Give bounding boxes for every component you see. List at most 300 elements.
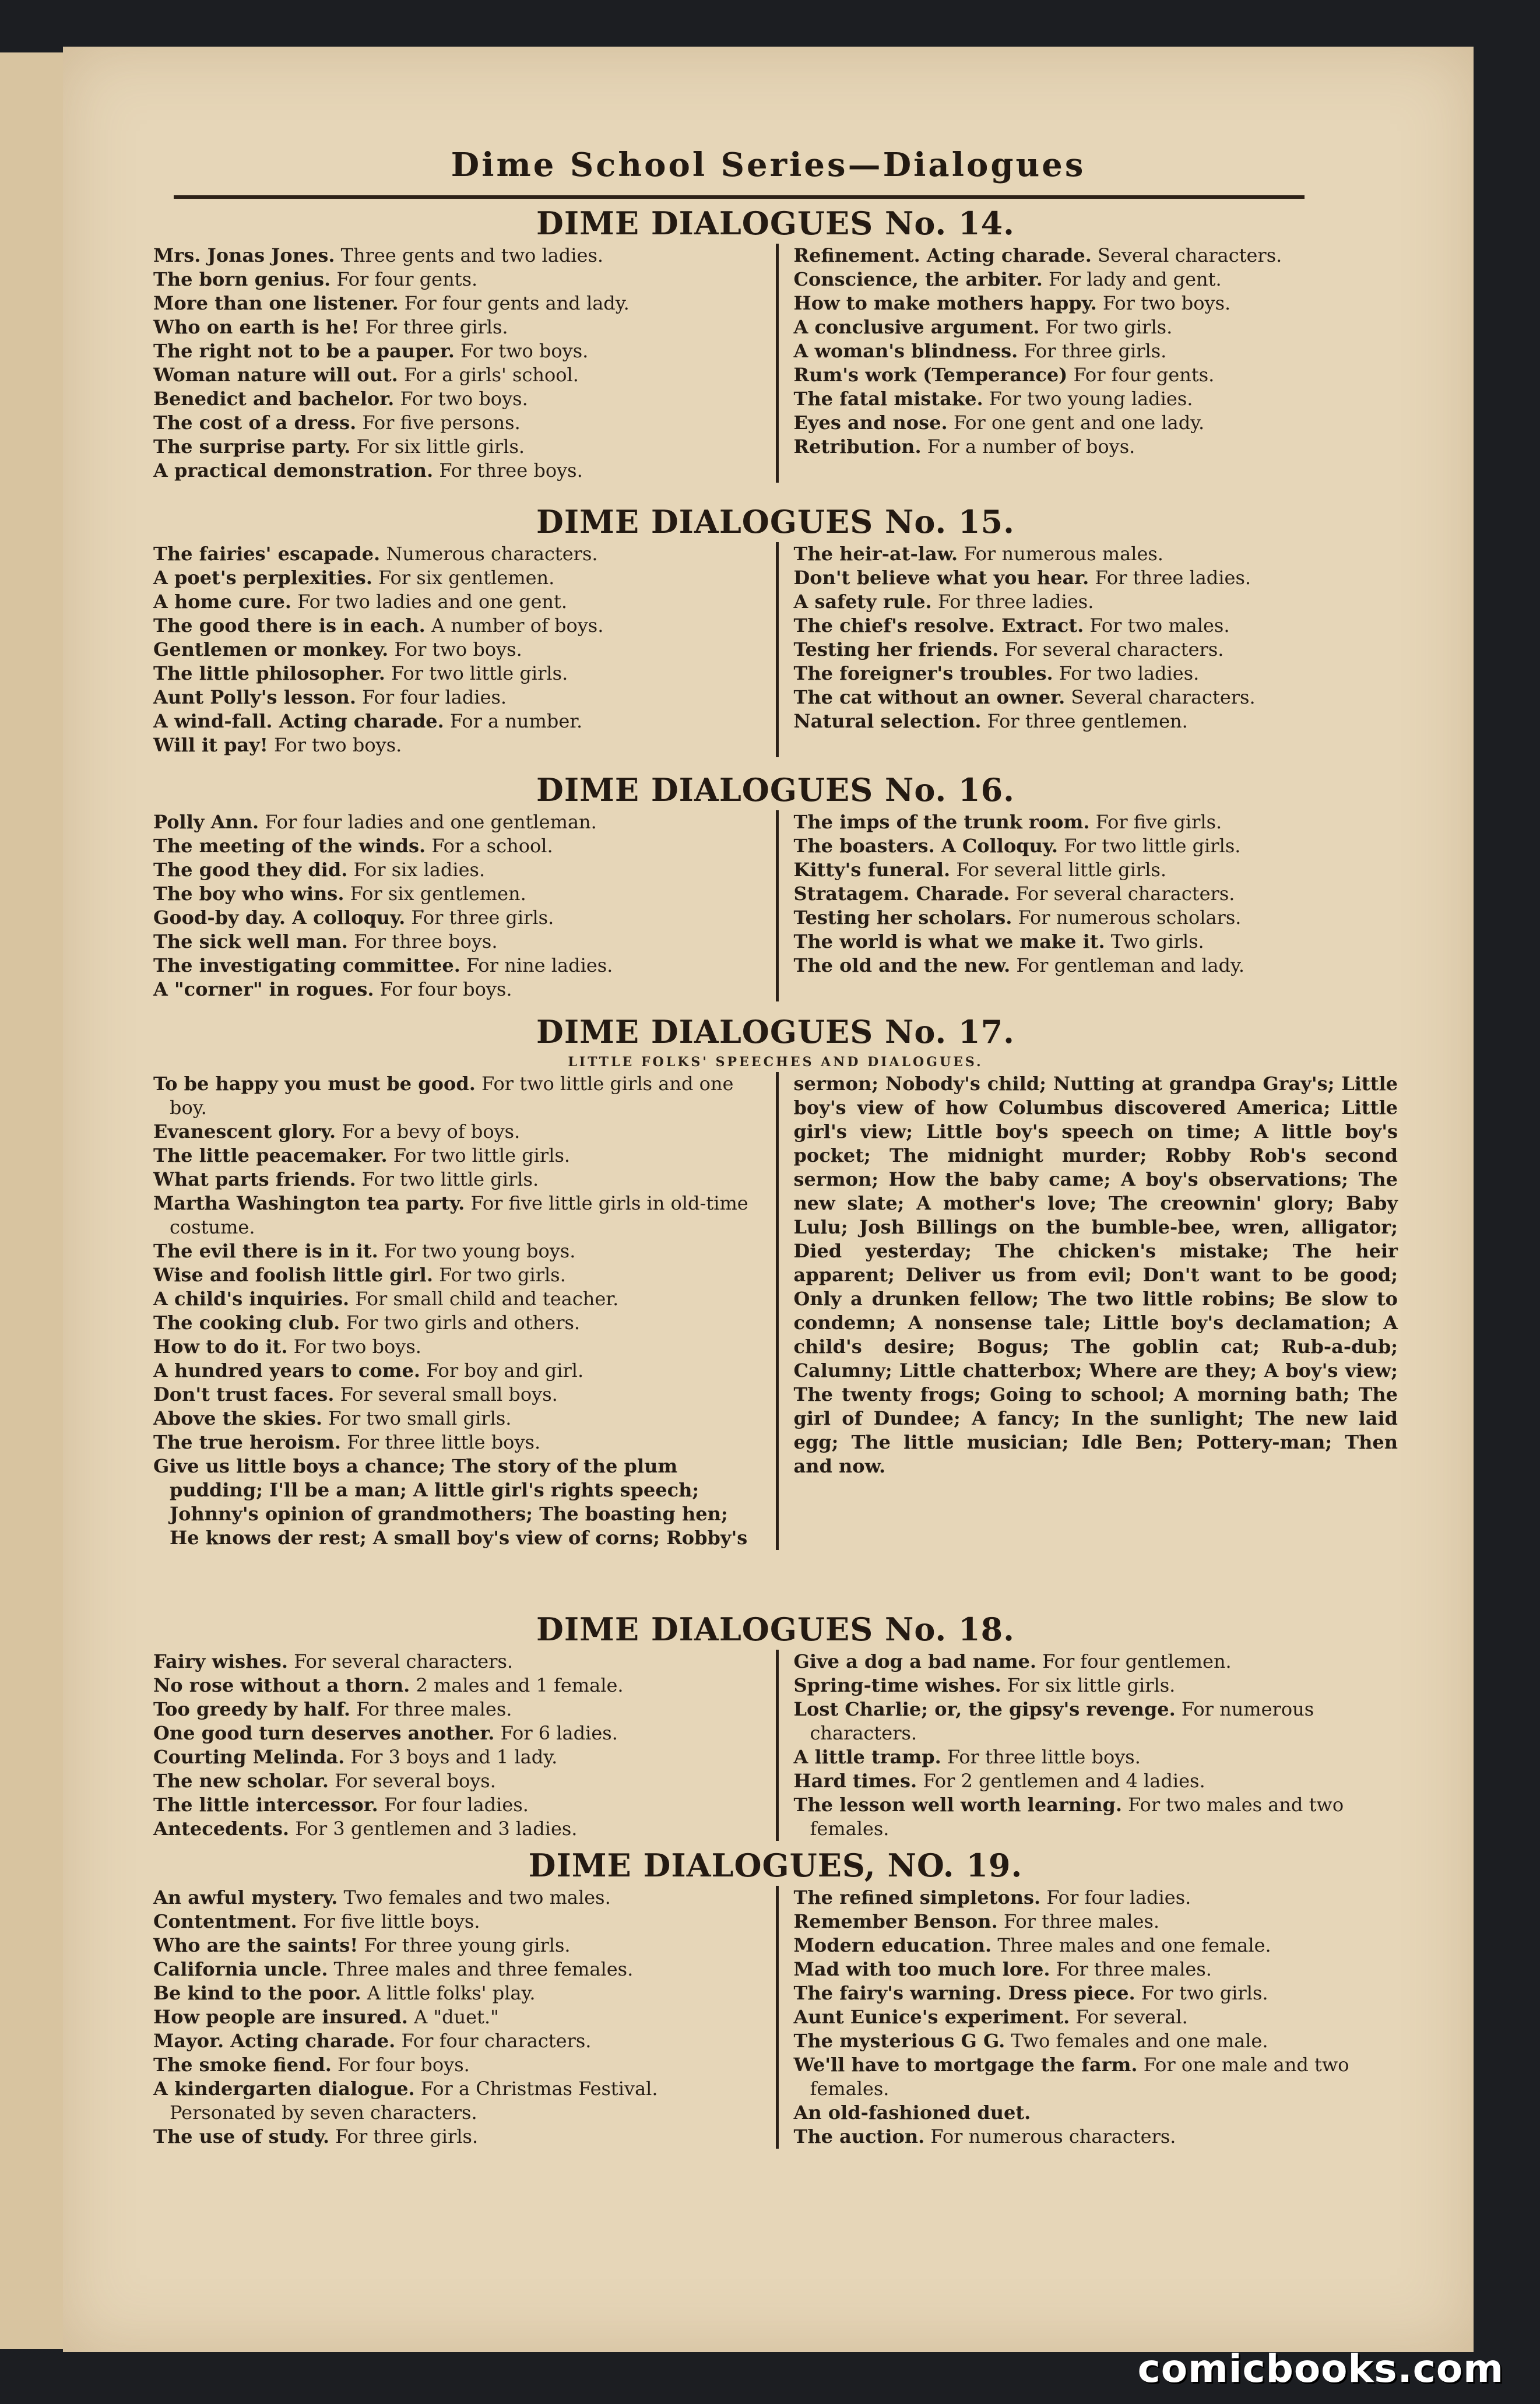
left-column: [153, 1886, 776, 2149]
dialogue-cast: For three boys.: [354, 930, 498, 953]
section-title: DIME DIALOGUES, NO. 19.: [528, 1847, 1023, 1884]
dialogue-title: Contentment.: [153, 1910, 297, 1932]
dialogue-entry: [153, 906, 763, 930]
dialogue-title: Evanescent glory.: [153, 1120, 336, 1143]
dialogue-title: Mayor. Acting charade.: [153, 2030, 396, 2052]
dialogue-entry: [153, 387, 763, 411]
dialogue-title: Will it pay!: [153, 734, 268, 756]
dialogue-entry: [794, 566, 1398, 590]
dialogue-title: Refinement. Acting charade.: [793, 244, 1092, 266]
header-rule: [174, 195, 1305, 199]
dialogue-cast: For five little boys.: [303, 1910, 480, 1932]
dialogue-entry: [153, 1454, 763, 1550]
dialogue-cast: For lady and gent.: [1049, 268, 1222, 290]
dialogue-title: Who are the saints!: [153, 1934, 358, 1956]
dialogue-entry: [153, 1721, 763, 1745]
dialogue-cast: For two girls.: [1141, 1982, 1268, 2004]
dialogue-cast: For four gents.: [336, 268, 478, 290]
dialogue-title: Testing her scholars.: [793, 906, 1012, 929]
dialogue-cast: For three ladies.: [937, 591, 1094, 613]
dialogue-entry: [794, 1957, 1398, 1981]
dialogue-cast: For six ladies.: [353, 859, 486, 881]
dialogue-title: How to do it.: [153, 1335, 288, 1358]
dialogue-title: The cat without an owner.: [793, 686, 1066, 708]
dialogue-cast: For three girls.: [1024, 340, 1167, 362]
right-column: [776, 810, 1398, 1001]
dialogue-title: The fairies' escapade.: [153, 543, 381, 565]
dialogue-title: Modern education.: [793, 1934, 992, 1956]
dialogue-title: The foreigner's troubles.: [793, 662, 1053, 684]
section-title: DIME DIALOGUES No. 18.: [536, 1611, 1015, 1648]
right-column: [776, 542, 1398, 757]
dialogue-title: Remember Benson.: [793, 1910, 998, 1932]
page-header: Dime School Series—Dialogues: [451, 146, 1086, 184]
dialogue-title: The heir-at-law.: [793, 543, 958, 565]
dialogue-cast: For six little girls.: [356, 435, 525, 458]
dialogue-cast: For five girls.: [1095, 811, 1222, 833]
dialogue-cast: For gentleman and lady.: [1016, 954, 1245, 976]
dialogue-title: The fatal mistake.: [793, 388, 983, 410]
dialogue-entry: [153, 1431, 763, 1454]
dialogue-title: One good turn deserves another.: [153, 1722, 495, 1744]
dialogue-entry: [153, 339, 763, 363]
dialogue-cast: For two boys.: [400, 388, 528, 410]
dialogue-entry: [153, 2053, 763, 2077]
dialogue-cast: For five little girls in old-time costume.: [170, 1192, 748, 1238]
dialogue-title: The mysterious G G.: [793, 2030, 1005, 2052]
dialogue-entry: [153, 1192, 763, 1239]
dialogue-title: The evil there is in it.: [153, 1240, 378, 1262]
dialogue-entry: [153, 882, 763, 906]
dialogue-title: Good-by day. A colloquy.: [153, 906, 406, 929]
dialogue-entry: [794, 1674, 1398, 1697]
dialogue-cast: For nine ladies.: [466, 954, 613, 976]
right-column: [776, 1650, 1398, 1841]
dialogue-entry: [794, 1769, 1398, 1793]
dialogue-title: The cost of a dress.: [153, 412, 357, 434]
dialogue-title: Fairy wishes.: [153, 1650, 288, 1672]
dialogue-entry: [153, 1674, 763, 1697]
dialogue-cast: For two boys.: [460, 340, 589, 362]
dialogue-title: Benedict and bachelor.: [153, 388, 395, 410]
dialogue-title: An awful mystery.: [153, 1886, 338, 1909]
dialogue-entry: [794, 1745, 1398, 1769]
dialogue-title: Gentlemen or monkey.: [153, 638, 389, 660]
dialogue-title: More than one listener.: [153, 292, 399, 314]
dialogue-title: The boasters. A Colloquy.: [793, 835, 1058, 857]
dialogue-title: Wise and foolish little girl.: [153, 1264, 433, 1286]
dialogue-entry: [794, 858, 1398, 882]
speech-list-paragraph: sermon; Nobody's child; Nutting at grandpa Gray's; Little boy's view of how Columbus discovered America; Little girl's view; Little boy's speech on time; A little boy's pocket; The midnight murder; Robby Rob's second sermon; How the baby came; A boy's observations; The new slate; A mother's love; The creownin' glory; Baby Lulu; Josh Billings on the bumble-bee, wren, alligator; Died yesterday; The chicken's mistake; The heir apparent; Deliver us from evil; Don't want to be good; Only a drunken fellow; The two little robins; Be slow to condemn; A nonsense tale; Little boy's declamation; A child's desire; Bogus; The goblin cat; Rub-a-dub; Calumny; Little chatterbox; Where are they; A boy's view; The twenty frogs; Going to school; A morning bath; The girl of Dundee; A fancy; In the sunlight; The new laid egg; The little musician; Idle Ben; Pottery-man; Then and now.: [793, 1073, 1398, 1477]
dialogue-entry: [794, 1697, 1398, 1745]
dialogue-cast: For a school.: [431, 835, 553, 857]
dialogue-entry: [153, 1072, 763, 1120]
dialogue-cast: For three young girls.: [364, 1934, 571, 1956]
dialogue-title: Testing her friends.: [793, 638, 999, 660]
dialogue-entry: [794, 614, 1398, 638]
book-page: [63, 47, 1474, 2352]
dialogue-entry: [153, 244, 763, 268]
dialogue-entry: [153, 1957, 763, 1981]
dialogue-entry: [794, 2005, 1398, 2029]
dialogue-entry: [794, 662, 1398, 686]
dialogue-cast: For three girls.: [365, 316, 508, 338]
dialogue-entry: [153, 614, 763, 638]
dialogue-cast: For two young ladies.: [989, 388, 1193, 410]
dialogue-entry: [153, 1817, 763, 1841]
dialogue-title: The right not to be a pauper.: [153, 340, 455, 362]
dialogue-entry: [153, 1981, 763, 2005]
dialogue-entry: [794, 1981, 1398, 2005]
dialogue-title: The lesson well worth learning.: [793, 1794, 1122, 1816]
dialogue-cast: For three girls.: [335, 2125, 479, 2148]
dialogue-cast: For two little girls.: [391, 662, 568, 684]
two-column-list: [153, 810, 1398, 1001]
dialogue-title: A home cure.: [153, 591, 292, 613]
right-column: [776, 1072, 1398, 1550]
right-column: [776, 1886, 1398, 2149]
dialogue-cast: For two males and two females.: [810, 1794, 1344, 1840]
dialogue-entry: [153, 2005, 763, 2029]
dialogue-entry: [153, 1168, 763, 1192]
dialogue-entry: [794, 542, 1398, 566]
left-column: [153, 810, 776, 1001]
section-title: DIME DIALOGUES No. 14.: [536, 205, 1015, 242]
dialogue-cast: For a Christmas Festival. Personated by seven characters.: [170, 2078, 658, 2124]
dialogue-entry: [153, 291, 763, 315]
dialogue-title: Retribution.: [793, 435, 922, 458]
dialogue-entry: [153, 1383, 763, 1407]
dialogue-title: A poet's perplexities.: [153, 567, 372, 589]
dialogue-title: Mad with too much lore.: [793, 1958, 1050, 1980]
dialogue-entry: [153, 542, 763, 566]
dialogue-cast: Several characters.: [1071, 686, 1256, 708]
dialogue-cast: A "duet.": [414, 2006, 499, 2028]
dialogue-cast: For two boys.: [1102, 292, 1231, 314]
dialogue-cast: For two boys.: [273, 734, 402, 756]
dialogue-title: Above the skies.: [153, 1407, 323, 1429]
dialogue-entry: [794, 638, 1398, 662]
dialogue-entry: [794, 930, 1398, 954]
dialogue-cast: Two females and one male.: [1011, 2030, 1268, 2052]
dialogue-title: How people are insured.: [153, 2006, 408, 2028]
left-column: [153, 542, 776, 757]
dialogue-cast: For a number of boys.: [927, 435, 1135, 458]
dialogue-cast: For two little girls.: [1064, 835, 1241, 857]
two-column-list: [153, 1072, 1398, 1550]
dialogue-cast: For two girls.: [1045, 316, 1173, 338]
dialogue-cast: For a number.: [449, 710, 583, 732]
dialogue-title: The world is what we make it.: [793, 930, 1105, 953]
dialogue-cast: For several little girls.: [956, 859, 1167, 881]
dialogue-title: Spring-time wishes.: [793, 1674, 1001, 1696]
watermark: comicbooks.com: [1137, 2346, 1504, 2391]
dialogue-entry: [153, 459, 763, 483]
dialogue-title: A practical demonstration.: [153, 459, 434, 481]
dialogue-cast: For four gents.: [1073, 364, 1215, 386]
dialogue-cast: For numerous scholars.: [1018, 906, 1242, 929]
dialogue-entry: [794, 1650, 1398, 1674]
dialogue-entry: [794, 2029, 1398, 2053]
dialogue-title: Stratagem. Charade.: [793, 883, 1010, 905]
dialogue-entry: [794, 810, 1398, 834]
dialogue-title: Who on earth is he!: [153, 316, 360, 338]
dialogue-entry: [794, 435, 1398, 459]
dialogue-cast: For several characters.: [294, 1650, 514, 1672]
section-title: DIME DIALOGUES No. 15.: [536, 503, 1015, 540]
dialogue-entry: [794, 686, 1398, 709]
dialogue-title: Antecedents.: [153, 1818, 290, 1840]
dialogue-title: A safety rule.: [793, 591, 932, 613]
dialogue-entry: [153, 1934, 763, 1957]
dialogue-title: A woman's blindness.: [793, 340, 1018, 362]
dialogue-title: What parts friends.: [153, 1168, 356, 1190]
dialogue-entry: [153, 978, 763, 1001]
section-subtitle: LITTLE FOLKS' SPEECHES AND DIALOGUES.: [568, 1055, 983, 1070]
dialogue-entry: [153, 315, 763, 339]
section-dialogues-14: [153, 203, 1398, 483]
dialogue-entry: [153, 268, 763, 291]
dialogue-entry: [794, 315, 1398, 339]
dialogue-cast: For several characters.: [1004, 638, 1224, 660]
dialogue-cast: For four ladies.: [362, 686, 507, 708]
dialogue-entry: [794, 2053, 1398, 2101]
dialogue-cast: Three gents and two ladies.: [340, 244, 604, 266]
dialogue-title: The cooking club.: [153, 1312, 340, 1334]
dialogue-cast: For 6 ladies.: [500, 1722, 618, 1744]
dialogue-entry: [153, 709, 763, 733]
dialogue-entry: [794, 268, 1398, 291]
dialogue-title: The refined simpletons.: [793, 1886, 1041, 1909]
dialogue-entry: [794, 2101, 1398, 2125]
dialogue-title: To be happy you must be good.: [153, 1073, 476, 1095]
dialogue-title: The good they did.: [153, 859, 348, 881]
dialogue-cast: Numerous characters.: [386, 543, 598, 565]
dialogue-title: The investigating committee.: [153, 954, 460, 976]
dialogue-cast: A number of boys.: [431, 614, 604, 637]
dialogue-entry: [794, 411, 1398, 435]
dialogue-entry: [153, 834, 763, 858]
dialogue-cast: For several characters.: [1015, 883, 1235, 905]
dialogue-cast: For three males.: [1056, 1958, 1212, 1980]
two-column-list: [153, 1650, 1398, 1841]
dialogue-cast: For four ladies.: [1046, 1886, 1191, 1909]
dialogue-title: Mrs. Jonas Jones.: [153, 244, 335, 266]
dialogue-title: The use of study.: [153, 2125, 330, 2148]
dialogue-entry: [153, 733, 763, 757]
dialogue-title: The surprise party.: [153, 435, 351, 458]
dialogue-cast: For one gent and one lady.: [953, 412, 1205, 434]
left-column: [153, 1650, 776, 1841]
dialogue-title: Give a dog a bad name.: [793, 1650, 1037, 1672]
dialogue-entry: [794, 1793, 1398, 1841]
dialogue-cast: Two girls.: [1110, 930, 1204, 953]
dialogue-cast: For four boys.: [337, 2054, 470, 2076]
dialogue-cast: For numerous characters.: [930, 2125, 1176, 2148]
dialogue-cast: For two little girls.: [361, 1168, 539, 1190]
dialogue-cast: For several.: [1075, 2006, 1188, 2028]
dialogue-title: A "corner" in rogues.: [153, 978, 374, 1000]
dialogue-title: A wind-fall. Acting charade.: [153, 710, 444, 732]
dialogue-entry: [794, 1886, 1398, 1910]
dialogue-cast: For two girls and others.: [346, 1312, 581, 1334]
dialogue-cast: Two females and two males.: [343, 1886, 611, 1909]
dialogue-cast: For six gentlemen.: [350, 883, 526, 905]
dialogue-title: The chief's resolve. Extract.: [793, 614, 1084, 637]
dialogue-cast: For two ladies and one gent.: [297, 591, 568, 613]
dialogue-entry: [153, 1650, 763, 1674]
section-dialogues-19: [153, 1845, 1398, 2149]
dialogue-entry: [153, 858, 763, 882]
dialogue-entry: [153, 411, 763, 435]
dialogue-entry: [153, 435, 763, 459]
dialogue-title: Martha Washington tea party.: [153, 1192, 465, 1214]
two-column-list: [153, 244, 1398, 483]
dialogue-entry: [794, 834, 1398, 858]
dialogue-title: The born genius.: [153, 268, 331, 290]
left-column: [153, 1072, 776, 1550]
dialogue-cast: For two little girls.: [393, 1144, 571, 1166]
dialogue-cast: For three girls.: [411, 906, 554, 929]
dialogue-title: Too greedy by half.: [153, 1698, 351, 1720]
dialogue-cast: 2 males and 1 female.: [416, 1674, 624, 1696]
dialogue-title: A hundred years to come.: [153, 1359, 421, 1382]
dialogue-cast: For six little girls.: [1007, 1674, 1176, 1696]
dialogue-entry: [153, 810, 763, 834]
dialogue-entry: [794, 882, 1398, 906]
dialogue-title: Conscience, the arbiter.: [793, 268, 1043, 290]
dialogue-cast: For 3 boys and 1 lady.: [350, 1746, 558, 1768]
dialogue-entry: [153, 1311, 763, 1335]
dialogue-cast: For three males.: [1003, 1910, 1160, 1932]
dialogue-title: Polly Ann.: [153, 811, 259, 833]
dialogue-cast: For five persons.: [362, 412, 521, 434]
dialogue-cast: For four ladies.: [384, 1794, 529, 1816]
dialogue-entry: [794, 954, 1398, 978]
dialogue-title: Aunt Polly's lesson.: [153, 686, 356, 708]
dialogue-entry: [153, 1769, 763, 1793]
dialogue-title: The sick well man.: [153, 930, 348, 953]
dialogue-entry: [794, 709, 1398, 733]
dialogue-entry: [153, 954, 763, 978]
section-dialogues-17: [153, 1011, 1398, 1550]
dialogue-title: Courting Melinda.: [153, 1746, 345, 1768]
dialogue-cast: For two girls.: [439, 1264, 566, 1286]
dialogue-title: The little peacemaker.: [153, 1144, 388, 1166]
dialogue-title: How to make mothers happy.: [793, 292, 1097, 314]
two-column-list: [153, 542, 1398, 757]
dialogue-entry: [153, 662, 763, 686]
dialogue-entry: [153, 638, 763, 662]
section-dialogues-15: [153, 501, 1398, 757]
dialogue-cast: For two little girls and one boy.: [170, 1073, 734, 1119]
dialogue-entry: [153, 930, 763, 954]
dialogue-entry: [153, 2125, 763, 2149]
dialogue-title: Rum's work (Temperance): [793, 364, 1068, 386]
dialogue-title: We'll have to mortgage the farm.: [793, 2054, 1138, 2076]
dialogue-entry: [794, 2125, 1398, 2149]
dialogue-cast: For two small girls.: [328, 1407, 512, 1429]
dialogue-cast: For three boys.: [439, 459, 583, 481]
dialogue-cast: For four gentlemen.: [1042, 1650, 1232, 1672]
left-column: [153, 244, 776, 483]
dialogue-cast: For four ladies and one gentleman.: [265, 811, 597, 833]
dialogue-cast: For six gentlemen.: [378, 567, 555, 589]
dialogue-title: Be kind to the poor.: [153, 1982, 361, 2004]
dialogue-title: Give us little boys a chance; The story of the plum pudding; I'll be a man; A little girl's rights speech; Johnny's opinion of grandmothers; The boasting hen; He knows der rest; A small boy's view of corns; Robby's: [153, 1455, 748, 1549]
dialogue-entry: [153, 1886, 763, 1910]
dialogue-title: The meeting of the winds.: [153, 835, 426, 857]
dialogue-cast: For boy and girl.: [426, 1359, 584, 1382]
dialogue-entry: [153, 1239, 763, 1263]
dialogue-entry: [794, 590, 1398, 614]
facing-page-edge: [0, 52, 68, 2349]
dialogue-cast: For two young boys.: [384, 1240, 576, 1262]
dialogue-cast: Three males and one female.: [997, 1934, 1271, 1956]
dialogue-cast: For a bevy of boys.: [342, 1120, 521, 1143]
dialogue-entry: [153, 1263, 763, 1287]
dialogue-title: Don't trust faces.: [153, 1383, 335, 1405]
dialogue-entry: [153, 590, 763, 614]
dialogue-title: The boy who wins.: [153, 883, 344, 905]
dialogue-title: A kindergarten dialogue.: [153, 2078, 415, 2100]
dialogue-title: An old-fashioned duet.: [793, 2101, 1031, 2124]
dialogue-title: The fairy's warning. Dress piece.: [793, 1982, 1135, 2004]
dialogue-entry: [153, 2077, 763, 2125]
dialogue-cast: For numerous characters.: [810, 1698, 1314, 1744]
dialogue-cast: Several characters.: [1098, 244, 1282, 266]
dialogue-entry: [153, 686, 763, 709]
dialogue-cast: A little folks' play.: [367, 1982, 536, 2004]
dialogue-entry: [794, 1934, 1398, 1957]
dialogue-entry: [794, 244, 1398, 268]
dialogue-entry: [794, 291, 1398, 315]
dialogue-cast: For several boys.: [335, 1770, 496, 1792]
dialogue-entry: [153, 1745, 763, 1769]
dialogue-entry: [794, 339, 1398, 363]
dialogue-cast: For four characters.: [401, 2030, 592, 2052]
dialogue-cast: For two boys.: [293, 1335, 421, 1358]
dialogue-entry: [153, 1287, 763, 1311]
dialogue-title: Don't believe what you hear.: [793, 567, 1089, 589]
dialogue-title: A conclusive argument.: [793, 316, 1040, 338]
dialogue-title: A child's inquiries.: [153, 1288, 350, 1310]
dialogue-title: Woman nature will out.: [153, 364, 398, 386]
dialogue-entry: [153, 1120, 763, 1144]
dialogue-cast: For four gents and lady.: [404, 292, 630, 314]
dialogue-cast: For 3 gentlemen and 3 ladies.: [295, 1818, 578, 1840]
dialogue-cast: For one male and two females.: [810, 2054, 1349, 2100]
dialogue-entry: [153, 1407, 763, 1431]
dialogue-entry: [153, 1359, 763, 1383]
two-column-list: [153, 1886, 1398, 2149]
dialogue-entry: [153, 363, 763, 387]
dialogue-cast: For several small boys.: [340, 1383, 558, 1405]
dialogue-cast: For two boys.: [394, 638, 522, 660]
section-dialogues-16: [153, 769, 1398, 1001]
dialogue-title: The imps of the trunk room.: [793, 811, 1090, 833]
dialogue-entry: [153, 1335, 763, 1359]
section-title: DIME DIALOGUES No. 17.: [536, 1013, 1015, 1050]
dialogue-title: The little philosopher.: [153, 662, 385, 684]
dialogue-cast: For small child and teacher.: [355, 1288, 619, 1310]
dialogue-cast: For two males.: [1089, 614, 1230, 637]
dialogue-title: Aunt Eunice's experiment.: [793, 2006, 1070, 2028]
dialogue-cast: For four boys.: [379, 978, 512, 1000]
dialogue-title: A little tramp.: [793, 1746, 941, 1768]
dialogue-title: Kitty's funeral.: [793, 859, 951, 881]
dialogue-title: Natural selection.: [793, 710, 982, 732]
